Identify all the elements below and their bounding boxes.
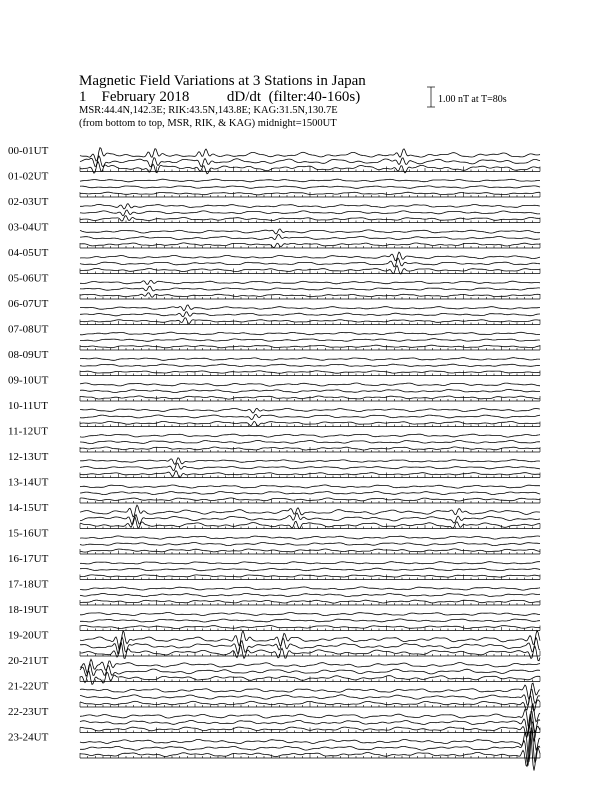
row-label: 11-12UT <box>8 425 48 438</box>
trace-KAG <box>80 179 540 182</box>
row-label: 17-18UT <box>8 578 49 591</box>
trace-KAG <box>80 280 540 284</box>
trace-KAG <box>80 613 540 616</box>
trace-KAG <box>80 252 540 261</box>
trace-KAG <box>80 631 540 649</box>
row-label: 16-17UT <box>8 553 49 565</box>
row-label: 04-05UT <box>8 247 49 259</box>
row-15-16UT <box>8 528 540 555</box>
row-label: 08-09UT <box>8 349 49 361</box>
row-21-22UT <box>8 681 540 712</box>
row-label: 13-14UT <box>8 476 49 489</box>
order-line: (from bottom to top, MSR, RIK, & KAG) midnight=1500UT <box>79 118 337 129</box>
trace-rows <box>8 145 540 771</box>
trace-KAG <box>80 332 540 335</box>
trace-RIK <box>80 364 540 366</box>
row-12-13UT <box>8 451 540 478</box>
row-label: 03-04UT <box>8 221 49 234</box>
row-label: 12-13UT <box>8 451 49 463</box>
trace-RIK <box>80 492 540 495</box>
trace-RIK <box>80 728 540 766</box>
trace-RIK <box>80 286 540 291</box>
trace-KAG <box>80 358 540 361</box>
trace-KAG <box>80 485 540 488</box>
scale-label: 1.00 nT at T=80s <box>438 94 507 105</box>
trace-KAG <box>80 204 540 209</box>
trace-MSR <box>80 731 540 770</box>
row-08-09UT <box>8 349 540 376</box>
row-00-01UT <box>8 145 540 174</box>
row-22-23UT <box>8 704 540 741</box>
trace-KAG <box>80 148 540 161</box>
row-03-04UT <box>8 222 540 249</box>
row-01-02UT <box>8 171 540 198</box>
trace-RIK <box>80 258 540 267</box>
row-label: 00-01UT <box>8 145 49 157</box>
row-05-06UT <box>8 273 540 300</box>
row-label: 10-11UT <box>8 400 48 412</box>
trace-RIK <box>80 568 540 571</box>
trace-KAG <box>80 458 540 465</box>
chart-title: Magnetic Field Variations at 3 Stations in Japan <box>79 73 366 89</box>
row-04-05UT <box>8 247 540 274</box>
trace-KAG <box>80 562 540 564</box>
trace-RIK <box>80 339 540 342</box>
trace-KAG <box>80 659 540 673</box>
row-label: 07-08UT <box>8 323 49 336</box>
trace-RIK <box>80 156 540 167</box>
trace-KAG <box>80 229 540 234</box>
row-14-15UT <box>8 502 540 529</box>
trace-RIK <box>80 619 540 622</box>
row-label: 22-23UT <box>8 706 49 718</box>
row-label: 15-16UT <box>8 527 49 540</box>
row-13-14UT <box>8 477 540 504</box>
row-label: 19-20UT <box>8 629 49 642</box>
trace-KAG <box>80 305 540 311</box>
row-10-11UT <box>8 400 540 427</box>
trace-RIK <box>80 542 540 545</box>
trace-KAG <box>80 704 540 730</box>
trace-KAG <box>80 587 540 590</box>
trace-KAG <box>80 408 540 413</box>
trace-KAG <box>80 505 540 517</box>
trace-RIK <box>80 235 540 240</box>
stations-line: MSR:44.4N,142.3E; RIK:43.5N,143.8E; KAG:31.5N,130.7E <box>79 105 338 116</box>
trace-RIK <box>80 414 540 419</box>
trace-KAG <box>80 383 540 386</box>
trace-RIK <box>80 186 540 189</box>
row-18-19UT <box>8 604 540 631</box>
trace-KAG <box>80 536 540 539</box>
row-label: 23-24UT <box>8 731 49 744</box>
row-07-08UT <box>8 324 540 351</box>
row-17-18UT <box>8 579 540 606</box>
row-label: 06-07UT <box>8 298 49 310</box>
row-label: 20-21UT <box>8 655 49 667</box>
row-06-07UT <box>8 298 540 325</box>
row-label: 02-03UT <box>8 196 49 208</box>
row-label: 05-06UT <box>8 272 49 285</box>
chart-subtitle: 1 February 2018 dD/dt (filter:40-160s) <box>79 89 361 105</box>
row-09-10UT <box>8 375 540 402</box>
trace-RIK <box>80 593 540 596</box>
row-16-17UT <box>8 553 540 580</box>
trace-RIK <box>80 389 540 392</box>
trace-RIK <box>80 210 540 216</box>
row-20-21UT <box>8 655 540 684</box>
row-label: 09-10UT <box>8 374 49 387</box>
row-label: 18-19UT <box>8 604 49 616</box>
row-02-03UT <box>8 196 540 223</box>
trace-RIK <box>80 463 540 471</box>
row-label: 21-22UT <box>8 680 49 693</box>
row-label: 14-15UT <box>8 502 49 514</box>
row-label: 01-02UT <box>8 170 49 183</box>
row-11-12UT <box>8 426 540 453</box>
scale-bar <box>427 87 507 107</box>
row-19-20UT <box>8 630 540 661</box>
trace-KAG <box>80 434 540 437</box>
trace-RIK <box>80 440 540 443</box>
trace-RIK <box>80 312 540 317</box>
